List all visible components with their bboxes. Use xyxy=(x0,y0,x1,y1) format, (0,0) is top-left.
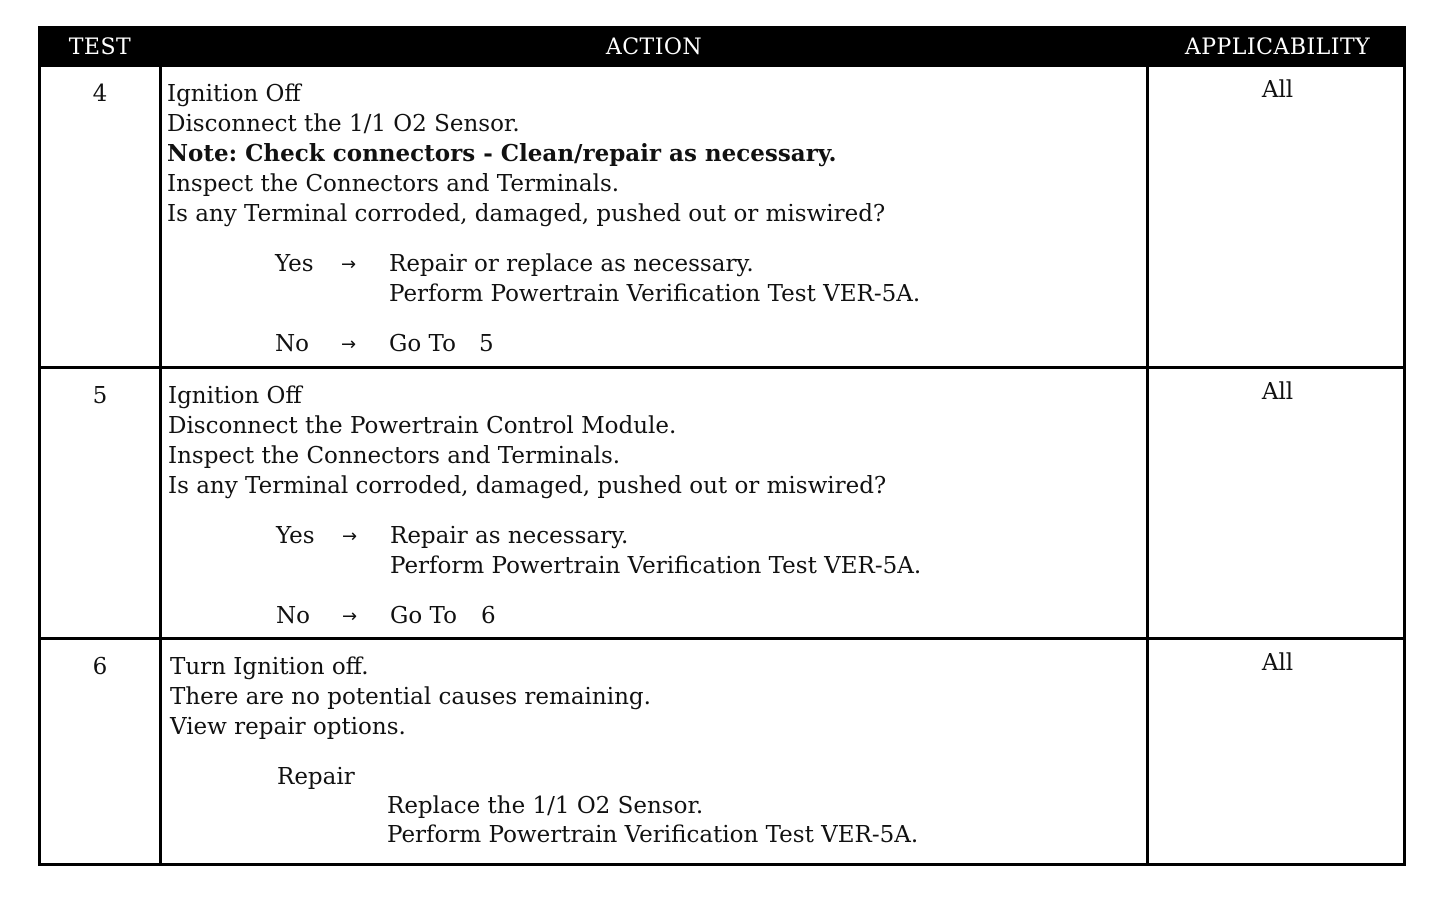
action-line: There are no potential causes remaining. xyxy=(170,684,651,710)
test-number: 4 xyxy=(92,81,108,107)
repair-action-line: Perform Powertrain Verification Test VER-5A. xyxy=(387,822,919,848)
goto-target: 5 xyxy=(479,331,494,357)
yes-action-line: Perform Powertrain Verification Test VER-5A. xyxy=(389,281,921,307)
action-note: Note: Check connectors - Clean/repair as necessary. xyxy=(167,140,837,167)
table-row xyxy=(41,640,1403,863)
arrow-icon: → xyxy=(341,254,357,275)
table-row xyxy=(41,67,1403,366)
applicability-value: All xyxy=(1261,650,1294,676)
repair-label: Repair xyxy=(277,764,355,790)
yes-label: Yes xyxy=(276,523,315,549)
no-label: No xyxy=(275,331,309,357)
header-applicability: APPLICABILITY xyxy=(1184,35,1371,60)
goto-label: Go To xyxy=(389,331,456,357)
repair-action-line: Replace the 1/1 O2 Sensor. xyxy=(387,793,704,819)
action-line: Disconnect the Powertrain Control Module. xyxy=(168,413,677,439)
arrow-icon: → xyxy=(342,606,358,627)
action-line: Is any Terminal corroded, damaged, pushed out or miswired? xyxy=(167,201,886,227)
applicability-value: All xyxy=(1261,379,1294,405)
yes-action-line: Repair or replace as necessary. xyxy=(389,251,754,277)
arrow-icon: → xyxy=(342,526,358,547)
yes-action-line: Perform Powertrain Verification Test VER-5A. xyxy=(390,553,922,579)
no-label: No xyxy=(276,603,310,629)
action-line: Is any Terminal corroded, damaged, pushed out or miswired? xyxy=(168,473,887,499)
action-line: Ignition Off xyxy=(168,383,302,409)
header-test: TEST xyxy=(68,35,132,60)
arrow-icon: → xyxy=(341,334,357,355)
action-line: Inspect the Connectors and Terminals. xyxy=(168,443,621,469)
yes-label: Yes xyxy=(275,251,314,277)
table-row xyxy=(41,369,1403,637)
test-number: 5 xyxy=(92,383,108,409)
action-line: View repair options. xyxy=(170,714,406,740)
table-header xyxy=(41,29,1403,67)
goto-label: Go To xyxy=(390,603,457,629)
action-line: Ignition Off xyxy=(167,81,301,107)
action-line: Turn Ignition off. xyxy=(170,654,369,680)
test-number: 6 xyxy=(92,654,108,680)
goto-target: 6 xyxy=(481,603,496,629)
action-line: Disconnect the 1/1 O2 Sensor. xyxy=(167,111,520,137)
action-line: Inspect the Connectors and Terminals. xyxy=(167,171,620,197)
diagnostic-test-table xyxy=(38,26,1406,866)
header-action: ACTION xyxy=(605,35,703,60)
applicability-value: All xyxy=(1261,77,1294,103)
yes-action-line: Repair as necessary. xyxy=(390,523,629,549)
